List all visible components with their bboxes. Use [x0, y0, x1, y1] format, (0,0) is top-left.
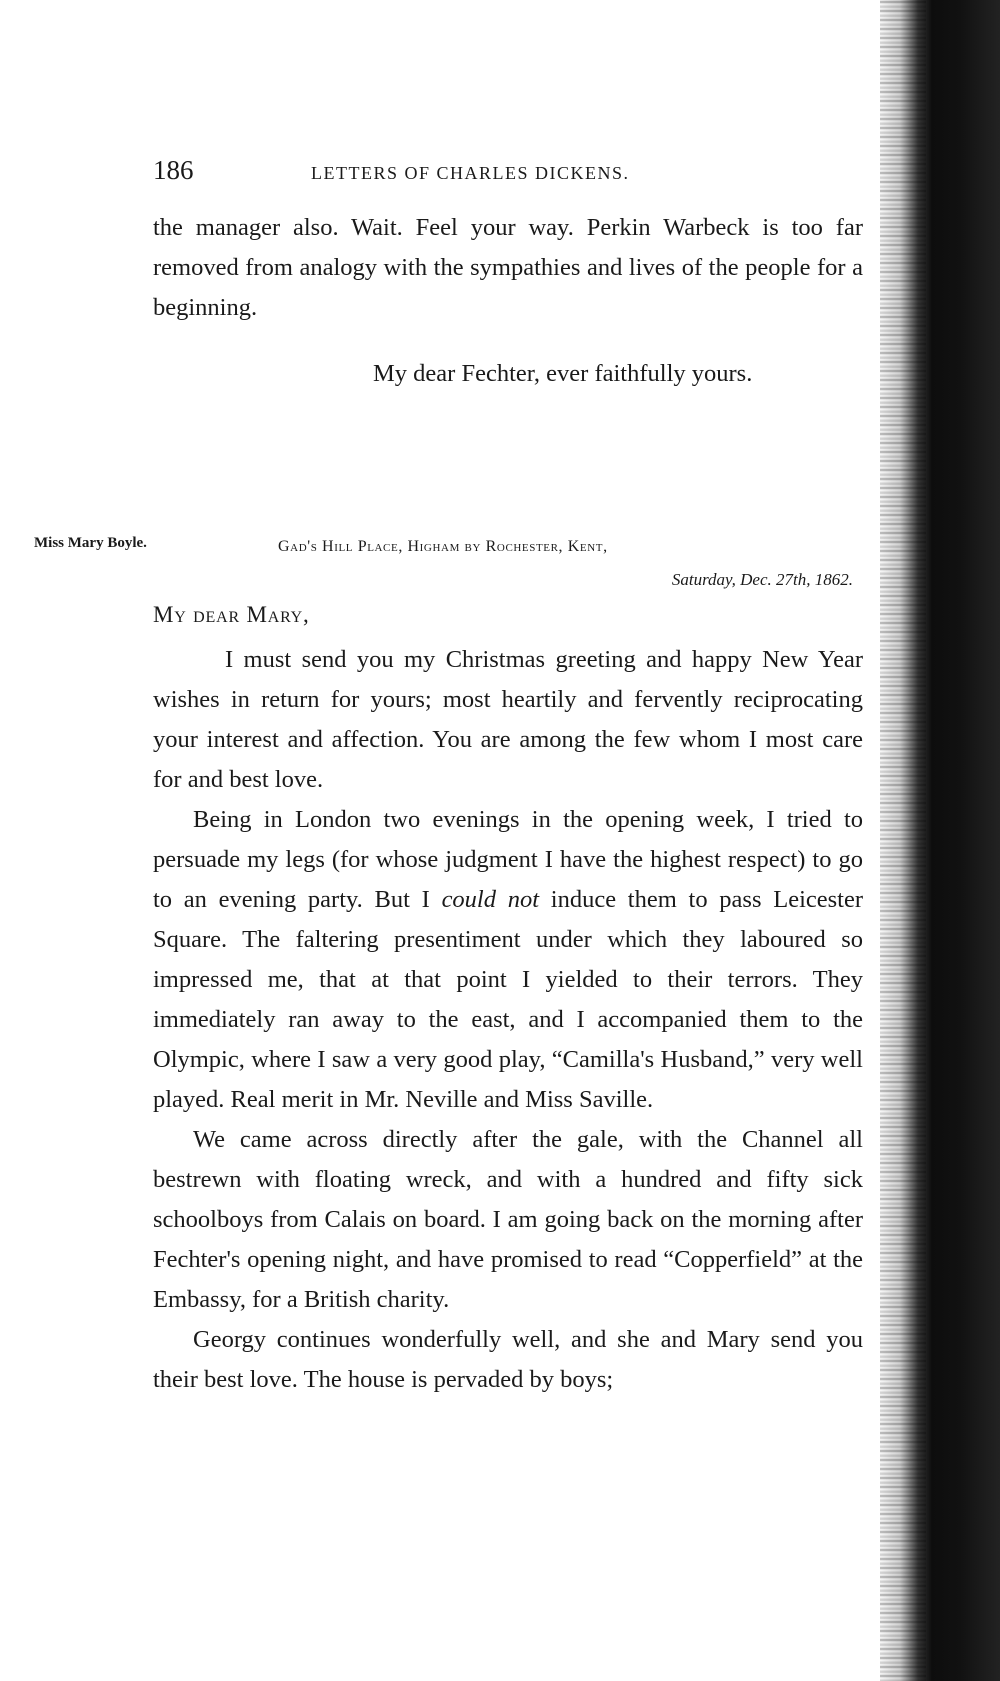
- continuation-text: the manager also. Wait. Feel your way. Perkin Warbeck is too far removed from analogy with the sympathies and lives of the people for a beginning.: [153, 214, 863, 321]
- paragraph-1: I must send you my Christmas greeting and happy New Year wishes in return for yours; most heartily and fervently reciprocating your interest and affection. You are among the few whom I most care for and best love.: [153, 646, 863, 793]
- letter-closing: My dear Fechter, ever faithfully yours.: [373, 360, 753, 387]
- page-number: 186: [153, 155, 194, 185]
- recipient-side-note: Miss Mary Boyle.: [34, 535, 147, 551]
- paragraph-2: [153, 800, 863, 1120]
- paragraph-4: Georgy continues wonderfully well, and she and Mary send you their best love. The house is pervaded by boys;: [153, 1326, 863, 1393]
- paragraph-3: We came across directly after the gale, with the Channel all bestrewn with floating wreck, and with a hundred and fifty sick schoolboys from Calais on board. I am going back on the morning after Fechter's opening night, and have promised to read “Copperfield” at the Embassy, for a British charity.: [153, 1126, 863, 1313]
- letter-body: [153, 640, 863, 1400]
- letter-salutation: My dear Mary,: [153, 602, 310, 627]
- continuation-paragraph: [153, 208, 863, 328]
- paragraph-2-start: Being in London two evenings in the opening week, I tried to persuade my legs (for whose judgment I have the highest respect) to go to an evening party. But I: [153, 806, 863, 913]
- running-title: LETTERS OF CHARLES DICKENS.: [311, 163, 630, 183]
- page-header: [153, 155, 873, 195]
- book-binding-edge: [880, 0, 1000, 1681]
- paragraph-2-end: induce them to pass Leicester Square. The faltering presentiment under which they laboured so impressed me, that at that point I yielded to their terrors. They immediately ran away to the east, and I accompanied them to the Olympic, where I saw a very good play, “Camilla's Husband,” very well played. Real merit in Mr. Neville and Miss Saville.: [153, 886, 863, 1113]
- paragraph-2-emphasis: could not: [441, 886, 540, 913]
- letter-address: Gad's Hill Place, Higham by Rochester, Kent,: [278, 538, 608, 555]
- letter-date: Saturday, Dec. 27th, 1862.: [671, 570, 853, 589]
